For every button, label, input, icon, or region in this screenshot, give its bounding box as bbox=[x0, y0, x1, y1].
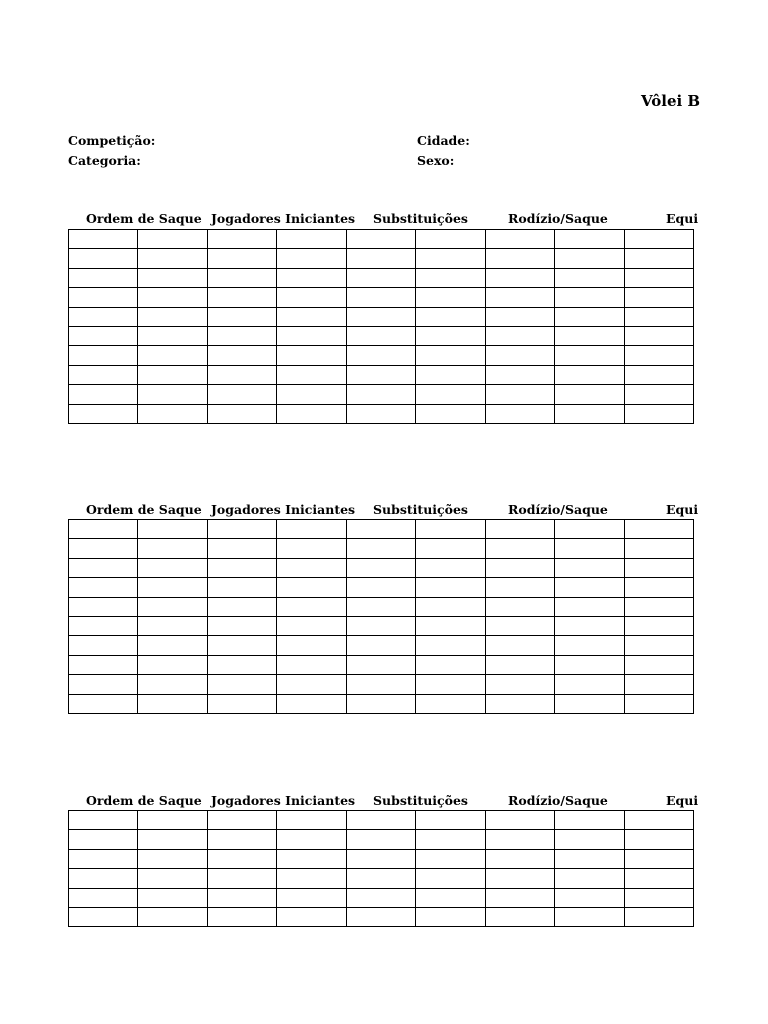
table-cell[interactable] bbox=[208, 675, 277, 694]
table-cell[interactable] bbox=[486, 849, 555, 868]
table-cell[interactable] bbox=[277, 578, 347, 597]
table-cell[interactable] bbox=[625, 520, 694, 539]
table-cell[interactable] bbox=[486, 578, 555, 597]
table-cell[interactable] bbox=[347, 520, 416, 539]
score-grid bbox=[68, 229, 694, 424]
table-cell[interactable] bbox=[625, 636, 694, 655]
table-cell[interactable] bbox=[347, 830, 416, 849]
table-cell[interactable] bbox=[555, 268, 625, 287]
table-cell[interactable] bbox=[208, 597, 277, 616]
table-cell[interactable] bbox=[555, 811, 625, 830]
table-cell[interactable] bbox=[416, 404, 486, 423]
table-cell[interactable] bbox=[555, 869, 625, 888]
table-cell[interactable] bbox=[625, 249, 694, 268]
table-cell[interactable] bbox=[416, 636, 486, 655]
table-row bbox=[69, 230, 694, 249]
table-row bbox=[69, 597, 694, 616]
table-cell[interactable] bbox=[138, 230, 208, 249]
table-row bbox=[69, 365, 694, 384]
table-cell[interactable] bbox=[555, 539, 625, 558]
table-cell[interactable] bbox=[416, 578, 486, 597]
table-cell[interactable] bbox=[347, 869, 416, 888]
table-cell[interactable] bbox=[625, 597, 694, 616]
header-ordem-de-saque: Ordem de Saque bbox=[86, 211, 202, 226]
table-cell[interactable] bbox=[277, 830, 347, 849]
table-cell[interactable] bbox=[555, 346, 625, 365]
table-cell[interactable] bbox=[277, 811, 347, 830]
table-cell[interactable] bbox=[625, 830, 694, 849]
table-cell[interactable] bbox=[486, 830, 555, 849]
table-cell[interactable] bbox=[138, 249, 208, 268]
table-cell[interactable] bbox=[347, 849, 416, 868]
table-row bbox=[69, 249, 694, 268]
table-cell[interactable] bbox=[486, 616, 555, 635]
header-substituicoes: Substituições bbox=[373, 793, 468, 808]
table-cell[interactable] bbox=[138, 346, 208, 365]
table-cell[interactable] bbox=[347, 597, 416, 616]
table-row bbox=[69, 636, 694, 655]
table-row bbox=[69, 385, 694, 404]
header-rodizio-saque: Rodízio/Saque bbox=[508, 211, 608, 226]
table-cell[interactable] bbox=[138, 655, 208, 674]
table-row bbox=[69, 558, 694, 577]
table-cell[interactable] bbox=[486, 539, 555, 558]
table-cell[interactable] bbox=[277, 636, 347, 655]
table-cell[interactable] bbox=[625, 888, 694, 907]
table-row bbox=[69, 849, 694, 868]
table-cell[interactable] bbox=[486, 558, 555, 577]
table-cell[interactable] bbox=[555, 230, 625, 249]
table-cell[interactable] bbox=[416, 268, 486, 287]
table-cell[interactable] bbox=[416, 694, 486, 713]
table-cell[interactable] bbox=[277, 849, 347, 868]
table-cell[interactable] bbox=[625, 558, 694, 577]
table-cell[interactable] bbox=[486, 636, 555, 655]
table-cell[interactable] bbox=[69, 288, 138, 307]
table-cell[interactable] bbox=[416, 307, 486, 326]
table-cell[interactable] bbox=[486, 288, 555, 307]
table-cell[interactable] bbox=[208, 869, 277, 888]
table-cell[interactable] bbox=[347, 616, 416, 635]
table-cell[interactable] bbox=[486, 385, 555, 404]
table-cell[interactable] bbox=[416, 907, 486, 926]
table-cell[interactable] bbox=[208, 694, 277, 713]
table-cell[interactable] bbox=[625, 616, 694, 635]
table-cell[interactable] bbox=[347, 404, 416, 423]
table-cell[interactable] bbox=[277, 907, 347, 926]
table-cell[interactable] bbox=[69, 655, 138, 674]
table-row bbox=[69, 288, 694, 307]
table-cell[interactable] bbox=[138, 830, 208, 849]
table-cell[interactable] bbox=[347, 346, 416, 365]
table-cell[interactable] bbox=[277, 888, 347, 907]
table-cell[interactable] bbox=[625, 404, 694, 423]
table-cell[interactable] bbox=[625, 849, 694, 868]
table-cell[interactable] bbox=[486, 230, 555, 249]
table-cell[interactable] bbox=[277, 249, 347, 268]
table-cell[interactable] bbox=[625, 811, 694, 830]
field-cidade-label: Cidade: bbox=[417, 133, 470, 148]
table-cell[interactable] bbox=[486, 655, 555, 674]
header-rodizio-saque: Rodízio/Saque bbox=[508, 502, 608, 517]
table-cell[interactable] bbox=[486, 597, 555, 616]
table-cell[interactable] bbox=[486, 268, 555, 287]
table-cell[interactable] bbox=[277, 694, 347, 713]
table-cell[interactable] bbox=[69, 869, 138, 888]
table-cell[interactable] bbox=[416, 811, 486, 830]
table-cell[interactable] bbox=[347, 694, 416, 713]
table-row bbox=[69, 578, 694, 597]
table-cell[interactable] bbox=[555, 694, 625, 713]
table-cell[interactable] bbox=[347, 385, 416, 404]
table-cell[interactable] bbox=[277, 616, 347, 635]
table-cell[interactable] bbox=[416, 888, 486, 907]
table-cell[interactable] bbox=[347, 230, 416, 249]
table-cell[interactable] bbox=[208, 230, 277, 249]
table-cell[interactable] bbox=[416, 346, 486, 365]
table-cell[interactable] bbox=[416, 830, 486, 849]
table-cell[interactable] bbox=[277, 307, 347, 326]
table-cell[interactable] bbox=[69, 694, 138, 713]
table-cell[interactable] bbox=[347, 655, 416, 674]
table-cell[interactable] bbox=[625, 385, 694, 404]
table-cell[interactable] bbox=[208, 404, 277, 423]
table-cell[interactable] bbox=[69, 636, 138, 655]
table-cell[interactable] bbox=[486, 888, 555, 907]
table-cell[interactable] bbox=[208, 558, 277, 577]
table-cell[interactable] bbox=[347, 249, 416, 268]
table-cell[interactable] bbox=[347, 636, 416, 655]
header-equipe: Equi bbox=[666, 211, 699, 226]
header-equipe: Equi bbox=[666, 502, 699, 517]
field-competicao-label: Competição: bbox=[68, 133, 156, 148]
table-cell[interactable] bbox=[208, 636, 277, 655]
table-cell[interactable] bbox=[416, 326, 486, 345]
table-cell[interactable] bbox=[416, 288, 486, 307]
header-jogadores-iniciantes: Jogadores Iniciantes bbox=[211, 502, 356, 517]
table-cell[interactable] bbox=[416, 539, 486, 558]
table-cell[interactable] bbox=[347, 307, 416, 326]
table-cell[interactable] bbox=[208, 616, 277, 635]
table-cell[interactable] bbox=[625, 268, 694, 287]
table-cell[interactable] bbox=[625, 539, 694, 558]
table-cell[interactable] bbox=[486, 365, 555, 384]
table-cell[interactable] bbox=[555, 288, 625, 307]
table-cell[interactable] bbox=[555, 907, 625, 926]
table-cell[interactable] bbox=[347, 326, 416, 345]
table-cell[interactable] bbox=[277, 385, 347, 404]
table-cell[interactable] bbox=[138, 520, 208, 539]
table-cell[interactable] bbox=[486, 520, 555, 539]
table-cell[interactable] bbox=[625, 230, 694, 249]
table-cell[interactable] bbox=[69, 675, 138, 694]
table-cell[interactable] bbox=[416, 520, 486, 539]
table-cell[interactable] bbox=[138, 907, 208, 926]
table-cell[interactable] bbox=[277, 655, 347, 674]
table-cell[interactable] bbox=[555, 597, 625, 616]
table-cell[interactable] bbox=[625, 288, 694, 307]
table-cell[interactable] bbox=[416, 869, 486, 888]
table-cell[interactable] bbox=[138, 268, 208, 287]
table-row bbox=[69, 520, 694, 539]
table-cell[interactable] bbox=[208, 365, 277, 384]
table-cell[interactable] bbox=[277, 558, 347, 577]
table-cell[interactable] bbox=[277, 326, 347, 345]
score-grid bbox=[68, 519, 694, 714]
table-cell[interactable] bbox=[208, 385, 277, 404]
table-cell[interactable] bbox=[69, 558, 138, 577]
header-rodizio-saque: Rodízio/Saque bbox=[508, 793, 608, 808]
table-cell[interactable] bbox=[625, 365, 694, 384]
table-cell[interactable] bbox=[277, 539, 347, 558]
table-cell[interactable] bbox=[347, 907, 416, 926]
table-cell[interactable] bbox=[486, 326, 555, 345]
table-cell[interactable] bbox=[416, 249, 486, 268]
table-cell[interactable] bbox=[416, 616, 486, 635]
table-row bbox=[69, 869, 694, 888]
table-cell[interactable] bbox=[555, 830, 625, 849]
table-cell[interactable] bbox=[416, 385, 486, 404]
table-cell[interactable] bbox=[625, 655, 694, 674]
table-cell[interactable] bbox=[416, 597, 486, 616]
table-cell[interactable] bbox=[138, 636, 208, 655]
table-cell[interactable] bbox=[208, 520, 277, 539]
table-cell[interactable] bbox=[347, 811, 416, 830]
table-cell[interactable] bbox=[138, 888, 208, 907]
table-row bbox=[69, 694, 694, 713]
table-cell[interactable] bbox=[555, 888, 625, 907]
table-cell[interactable] bbox=[69, 268, 138, 287]
table-cell[interactable] bbox=[347, 578, 416, 597]
table-cell[interactable] bbox=[69, 578, 138, 597]
table-cell[interactable] bbox=[277, 675, 347, 694]
table-cell[interactable] bbox=[277, 404, 347, 423]
header-jogadores-iniciantes: Jogadores Iniciantes bbox=[211, 793, 356, 808]
table-cell[interactable] bbox=[138, 869, 208, 888]
table-cell[interactable] bbox=[69, 811, 138, 830]
table-cell[interactable] bbox=[277, 869, 347, 888]
table-cell[interactable] bbox=[208, 249, 277, 268]
table-cell[interactable] bbox=[486, 307, 555, 326]
table-cell[interactable] bbox=[416, 849, 486, 868]
table-cell[interactable] bbox=[486, 404, 555, 423]
table-cell[interactable] bbox=[416, 675, 486, 694]
table-cell[interactable] bbox=[555, 385, 625, 404]
table-cell[interactable] bbox=[138, 675, 208, 694]
table-cell[interactable] bbox=[416, 655, 486, 674]
table-cell[interactable] bbox=[625, 675, 694, 694]
table-cell[interactable] bbox=[138, 849, 208, 868]
table-cell[interactable] bbox=[208, 346, 277, 365]
table-cell[interactable] bbox=[277, 597, 347, 616]
table-cell[interactable] bbox=[208, 578, 277, 597]
table-cell[interactable] bbox=[69, 307, 138, 326]
table-cell[interactable] bbox=[625, 694, 694, 713]
table-cell[interactable] bbox=[277, 365, 347, 384]
table-cell[interactable] bbox=[625, 326, 694, 345]
table-row bbox=[69, 907, 694, 926]
table-cell[interactable] bbox=[69, 849, 138, 868]
table-cell[interactable] bbox=[69, 346, 138, 365]
table-cell[interactable] bbox=[138, 597, 208, 616]
table-cell[interactable] bbox=[555, 404, 625, 423]
table-cell[interactable] bbox=[138, 326, 208, 345]
table-cell[interactable] bbox=[625, 307, 694, 326]
table-cell[interactable] bbox=[486, 249, 555, 268]
table-cell[interactable] bbox=[69, 539, 138, 558]
table-row bbox=[69, 268, 694, 287]
table-cell[interactable] bbox=[208, 811, 277, 830]
table-cell[interactable] bbox=[277, 268, 347, 287]
table-cell[interactable] bbox=[347, 365, 416, 384]
table-cell[interactable] bbox=[625, 346, 694, 365]
table-cell[interactable] bbox=[347, 888, 416, 907]
table-cell[interactable] bbox=[486, 811, 555, 830]
table-row bbox=[69, 346, 694, 365]
header-substituicoes: Substituições bbox=[373, 502, 468, 517]
table-cell[interactable] bbox=[277, 230, 347, 249]
table-cell[interactable] bbox=[138, 404, 208, 423]
table-cell[interactable] bbox=[138, 365, 208, 384]
table-cell[interactable] bbox=[625, 869, 694, 888]
table-cell[interactable] bbox=[625, 578, 694, 597]
table-row bbox=[69, 616, 694, 635]
table-cell[interactable] bbox=[486, 694, 555, 713]
table-cell[interactable] bbox=[486, 869, 555, 888]
table-cell[interactable] bbox=[69, 249, 138, 268]
table-cell[interactable] bbox=[347, 675, 416, 694]
table-cell[interactable] bbox=[69, 385, 138, 404]
table-cell[interactable] bbox=[555, 558, 625, 577]
field-categoria-label: Categoria: bbox=[68, 153, 141, 168]
table-row bbox=[69, 404, 694, 423]
table-cell[interactable] bbox=[486, 346, 555, 365]
score-grid bbox=[68, 810, 694, 927]
table-row bbox=[69, 655, 694, 674]
table-cell[interactable] bbox=[347, 288, 416, 307]
table-cell[interactable] bbox=[208, 307, 277, 326]
table-row bbox=[69, 307, 694, 326]
table-cell[interactable] bbox=[69, 520, 138, 539]
table-cell[interactable] bbox=[138, 288, 208, 307]
table-cell[interactable] bbox=[69, 597, 138, 616]
table-cell[interactable] bbox=[277, 288, 347, 307]
table-cell[interactable] bbox=[416, 558, 486, 577]
table-cell[interactable] bbox=[138, 385, 208, 404]
table-cell[interactable] bbox=[277, 346, 347, 365]
table-cell[interactable] bbox=[138, 811, 208, 830]
table-row bbox=[69, 326, 694, 345]
table-cell[interactable] bbox=[138, 578, 208, 597]
table-cell[interactable] bbox=[69, 616, 138, 635]
table-cell[interactable] bbox=[208, 849, 277, 868]
table-cell[interactable] bbox=[555, 675, 625, 694]
table-cell[interactable] bbox=[208, 830, 277, 849]
table-cell[interactable] bbox=[69, 365, 138, 384]
page-title: Vôlei B bbox=[641, 92, 701, 110]
table-cell[interactable] bbox=[69, 907, 138, 926]
table-cell[interactable] bbox=[208, 539, 277, 558]
table-cell[interactable] bbox=[208, 288, 277, 307]
table-cell[interactable] bbox=[208, 888, 277, 907]
table-cell[interactable] bbox=[347, 539, 416, 558]
table-cell[interactable] bbox=[347, 268, 416, 287]
table-cell[interactable] bbox=[138, 307, 208, 326]
table-cell[interactable] bbox=[555, 307, 625, 326]
table-row bbox=[69, 811, 694, 830]
table-cell[interactable] bbox=[208, 268, 277, 287]
table-cell[interactable] bbox=[416, 365, 486, 384]
table-cell[interactable] bbox=[69, 888, 138, 907]
header-ordem-de-saque: Ordem de Saque bbox=[86, 502, 202, 517]
table-cell[interactable] bbox=[555, 365, 625, 384]
table-row bbox=[69, 675, 694, 694]
header-jogadores-iniciantes: Jogadores Iniciantes bbox=[211, 211, 356, 226]
table-cell[interactable] bbox=[625, 907, 694, 926]
table-cell[interactable] bbox=[208, 326, 277, 345]
table-cell[interactable] bbox=[555, 849, 625, 868]
table-cell[interactable] bbox=[555, 655, 625, 674]
header-ordem-de-saque: Ordem de Saque bbox=[86, 793, 202, 808]
table-row bbox=[69, 830, 694, 849]
table-cell[interactable] bbox=[555, 326, 625, 345]
table-cell[interactable] bbox=[555, 249, 625, 268]
table-row bbox=[69, 539, 694, 558]
table-cell[interactable] bbox=[347, 558, 416, 577]
table-cell[interactable] bbox=[416, 230, 486, 249]
table-cell[interactable] bbox=[555, 636, 625, 655]
table-cell[interactable] bbox=[555, 616, 625, 635]
table-cell[interactable] bbox=[69, 404, 138, 423]
table-cell[interactable] bbox=[138, 539, 208, 558]
table-cell[interactable] bbox=[486, 675, 555, 694]
table-cell[interactable] bbox=[138, 616, 208, 635]
header-substituicoes: Substituições bbox=[373, 211, 468, 226]
table-cell[interactable] bbox=[208, 655, 277, 674]
field-sexo-label: Sexo: bbox=[417, 153, 455, 168]
table-row bbox=[69, 888, 694, 907]
table-cell[interactable] bbox=[208, 907, 277, 926]
table-cell[interactable] bbox=[138, 694, 208, 713]
table-cell[interactable] bbox=[69, 830, 138, 849]
table-cell[interactable] bbox=[138, 558, 208, 577]
table-cell[interactable] bbox=[69, 230, 138, 249]
table-cell[interactable] bbox=[486, 907, 555, 926]
table-cell[interactable] bbox=[555, 578, 625, 597]
table-cell[interactable] bbox=[277, 520, 347, 539]
table-cell[interactable] bbox=[69, 326, 138, 345]
header-equipe: Equi bbox=[666, 793, 699, 808]
table-cell[interactable] bbox=[555, 520, 625, 539]
